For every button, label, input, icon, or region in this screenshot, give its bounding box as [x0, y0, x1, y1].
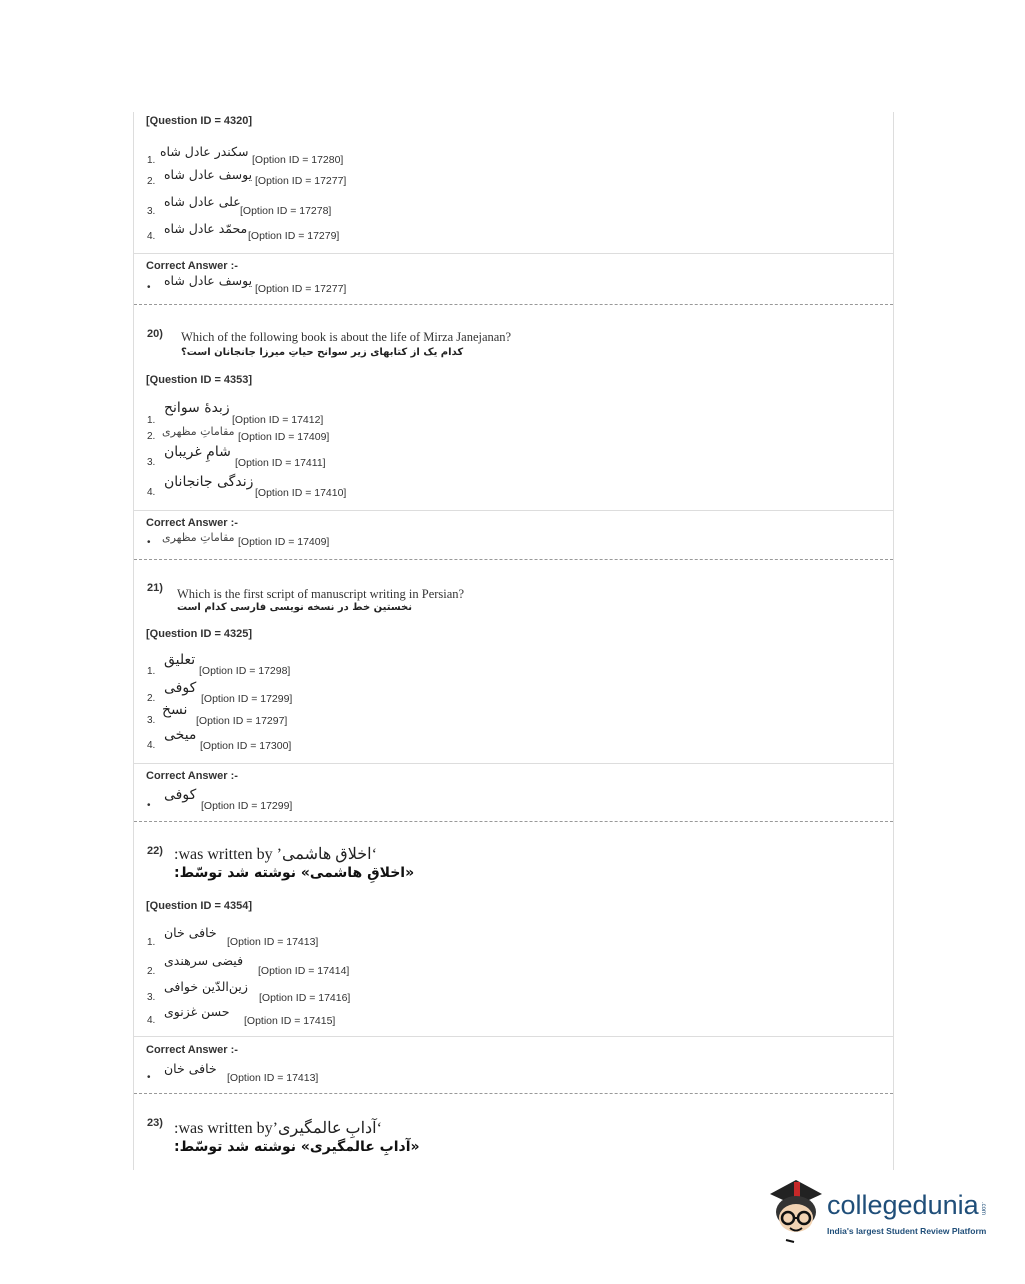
option-number: 4. [147, 740, 156, 751]
question-text-english: Which of the following book is about the life of Mirza Janejanan? [181, 330, 512, 344]
option-id: [Option ID = 17300] [200, 740, 292, 752]
option-id: [Option ID = 17277] [255, 175, 347, 187]
option-id: [Option ID = 17280] [252, 154, 344, 166]
option-id: [Option ID = 17409] [238, 431, 330, 443]
question-text-persian: کدام یک از کتابهای زیر سوانح حیاتِ میرزا جانجانان است؟ [181, 347, 464, 358]
question-separator [134, 821, 893, 822]
option-number: 2. [147, 431, 156, 442]
option-number: 1. [147, 666, 156, 677]
option-number: 3. [147, 457, 156, 468]
option-id: [Option ID = 17412] [232, 414, 324, 426]
option-id: [Option ID = 17299] [201, 693, 293, 705]
option-text: زبدۀ سوانح [164, 400, 230, 416]
answer-option-id: [Option ID = 17409] [238, 536, 330, 548]
answer-text: مقاماتِ مظهری [162, 531, 235, 544]
option-id: [Option ID = 17410] [255, 487, 347, 499]
option-text: زندگی جانجانان [164, 474, 254, 490]
divider [134, 510, 893, 511]
option-id: [Option ID = 17297] [196, 715, 288, 727]
question-number: 20) [147, 328, 163, 340]
answer-text: کوفی [164, 787, 197, 803]
question-separator [134, 559, 893, 560]
option-text: سکندر عادل شاه [160, 144, 249, 159]
answer-option-id: [Option ID = 17277] [255, 283, 347, 295]
logo-wordmark: collegedunia [827, 1190, 979, 1220]
answer-text: خافی خان [164, 1061, 217, 1076]
answer-option-id: [Option ID = 17413] [227, 1072, 319, 1084]
logo-domain-suffix: .com [980, 1202, 986, 1216]
question-text-persian: «آدابِ عالمگیری» نوشته شد توسّط: [174, 1139, 420, 1155]
question-text-english: ‘آدابِ عالمگیری’was written by: [174, 1120, 382, 1137]
option-number: 2. [147, 966, 156, 977]
question-id: [Question ID = 4353] [146, 374, 253, 386]
option-text: فیضی سرهندی [164, 953, 244, 968]
question-text-english: ‘اخلاق هاشمی’ was written by: [174, 846, 377, 863]
answer-option-id: [Option ID = 17299] [201, 800, 293, 812]
logo-tagline: India's largest Student Review Platform [827, 1226, 987, 1236]
option-text: خافی خان [164, 925, 217, 940]
option-text: محمّد عادل شاه [164, 221, 248, 236]
option-text: یوسف عادل شاه [164, 167, 253, 182]
question-id: [Question ID = 4354] [146, 900, 253, 912]
option-id: [Option ID = 17413] [227, 936, 319, 948]
option-id: [Option ID = 17411] [235, 457, 326, 469]
option-id: [Option ID = 17414] [258, 965, 350, 977]
option-number: 2. [147, 176, 156, 187]
question-number: 21) [147, 582, 163, 594]
question-id: [Question ID = 4325] [146, 628, 253, 640]
answer-bullet: • [147, 800, 151, 811]
option-number: 4. [147, 231, 156, 242]
option-number: 3. [147, 992, 156, 1003]
question-number: 23) [147, 1117, 163, 1129]
option-id: [Option ID = 17415] [244, 1015, 336, 1027]
option-text: شامِ غریبان [164, 444, 231, 460]
option-number: 3. [147, 206, 156, 217]
option-number: 1. [147, 937, 156, 948]
option-text: میخی [164, 727, 197, 743]
divider [134, 1036, 893, 1037]
option-text: حسن غزنوی [164, 1004, 230, 1019]
option-number: 4. [147, 487, 156, 498]
correct-answer-label: Correct Answer :- [146, 770, 238, 782]
question-text-english: Which is the first script of manuscript writing in Persian? [177, 587, 465, 601]
exam-page [133, 112, 894, 1170]
question-text-persian: «اخلاقِ هاشمی» نوشته شد توسّط: [174, 865, 415, 881]
option-id: [Option ID = 17279] [248, 230, 340, 242]
option-text: نسخ [162, 702, 188, 718]
option-text: کوفی [164, 680, 197, 696]
answer-bullet: • [147, 1072, 151, 1083]
option-number: 1. [147, 415, 156, 426]
option-text: علی عادل شاه [164, 194, 241, 209]
option-number: 4. [147, 1015, 156, 1026]
correct-answer-label: Correct Answer :- [146, 260, 238, 272]
answer-bullet: • [147, 282, 151, 293]
answer-text: یوسف عادل شاه [164, 273, 253, 288]
option-id: [Option ID = 17298] [199, 665, 291, 677]
option-number: 2. [147, 693, 156, 704]
answer-bullet: • [147, 537, 151, 548]
question-separator [134, 1093, 893, 1094]
question-text-persian: نخستین خط در نسخه نویسی فارسی کدام است [177, 602, 412, 613]
divider [134, 763, 893, 764]
option-number: 1. [147, 155, 156, 166]
divider [134, 253, 893, 254]
option-text: مقاماتِ مظهری [162, 425, 235, 438]
question-separator [134, 304, 893, 305]
collegedunia-logo [766, 1176, 996, 1246]
option-id: [Option ID = 17416] [259, 992, 351, 1004]
correct-answer-label: Correct Answer :- [146, 1044, 238, 1056]
question-number: 22) [147, 845, 163, 857]
option-id: [Option ID = 17278] [240, 205, 332, 217]
option-text: تعلیق [164, 652, 196, 668]
option-text: زین‌الدّین خوافی [164, 979, 248, 994]
option-number: 3. [147, 715, 156, 726]
correct-answer-label: Correct Answer :- [146, 517, 238, 529]
question-id: [Question ID = 4320] [146, 115, 253, 127]
mascot-icon [766, 1176, 824, 1246]
